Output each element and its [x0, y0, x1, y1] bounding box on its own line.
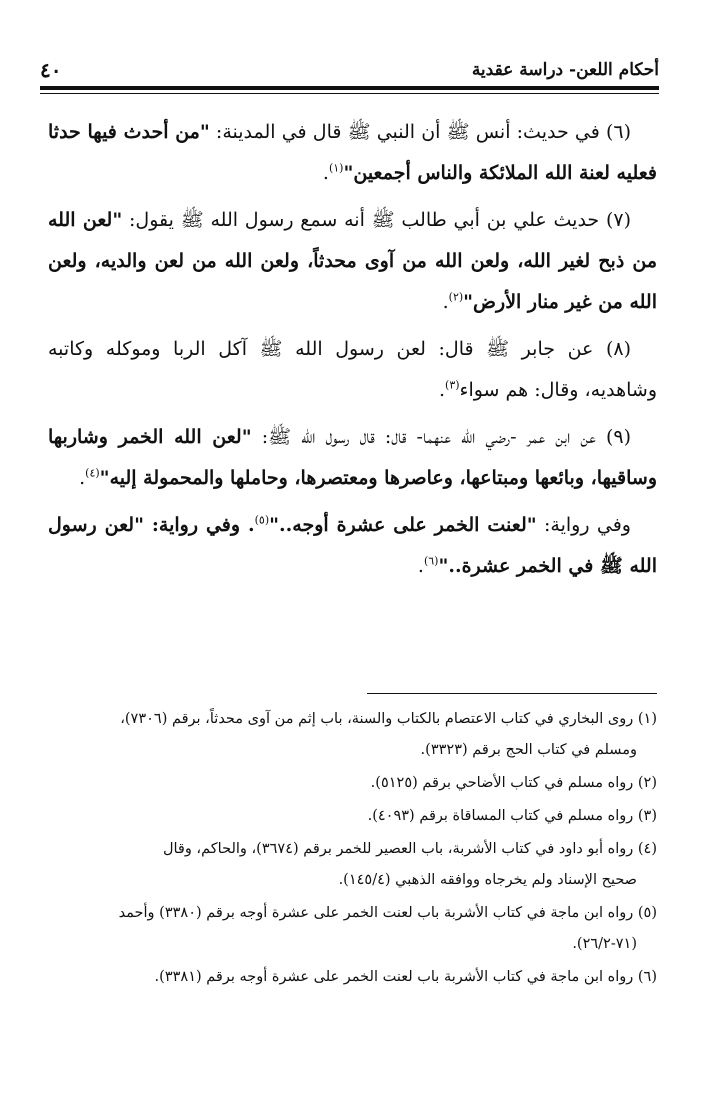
footnote-ref: (٤) [85, 466, 100, 480]
page-number: ٤٠ [40, 58, 62, 82]
paragraph-9 [48, 417, 657, 499]
footnote-5 [48, 898, 657, 960]
header-title: أحكام اللعن- دراسة عقدية [471, 60, 659, 80]
footnote-6 [48, 962, 657, 993]
paragraph-tail: . [442, 291, 449, 313]
hadith-quote: "لعن الله من ذبح لغير الله، ولعن الله من آوى محدثاً، ولعن الله من لعن والديه، ولعن الله من غير منار الأرض" [48, 209, 657, 313]
footnote-separator [367, 693, 657, 694]
main-text [48, 112, 657, 593]
footnote-ref: (٣) [445, 378, 460, 392]
paragraph-tail: . [417, 555, 424, 577]
footnote-1 [48, 704, 657, 766]
paragraph-tail: . [438, 379, 446, 401]
hadith-quote: "لعن الله الخمر وشاربها وساقيها، وبائعها ومبتاعها، وعاصرها ومعتصرها، وحاملها والمحمولة إليه" [48, 426, 657, 489]
footnote-3 [48, 801, 657, 832]
footnote-text: (٤) رواه أبو داود في كتاب الأشربة، باب العصير للخمر برقم (٣٦٧٤)، والحاكم، وقال [162, 841, 657, 857]
footnote-ref: (٢) [448, 290, 464, 304]
paragraph-narrations [48, 505, 657, 587]
hadith-quote: "من أحدث فيها حدثا فعليه لعنة الله الملائكة والناس أجمعين" [48, 121, 657, 184]
paragraph-lead: (٩) عن ابن عمر -رضي الله عنهما- قال: قال رسول الله ﷺ: [251, 426, 631, 448]
footnotes [48, 704, 657, 995]
footnote-4 [48, 834, 657, 896]
paragraph-lead: (٦) في حديث: أنس ﷺ أن النبي ﷺ قال في المدينة: [209, 121, 631, 143]
footnote-text: (٢) رواه مسلم في كتاب الأضاحي برقم (٥١٢٥). [370, 775, 657, 791]
running-header [40, 46, 659, 82]
paragraph-tail: . وفي رواية: "لعن رسول الله ﷺ في الخمر عشرة.." [48, 514, 657, 577]
paragraph-lead: (٨) عن جابر ﷺ قال: لعن رسول الله ﷺ آكل الربا وموكله وكاتبه وشاهديه، وقال: هم سواء [48, 338, 657, 401]
footnote-text: (٥) رواه ابن ماجة في كتاب الأشربة باب لعنت الخمر على عشرة أوجه برقم (٣٣٨٠) وأحمد [118, 905, 657, 921]
paragraph-7 [48, 200, 657, 323]
paragraph-lead: (٧) حديث علي بن أبي طالب ﷺ أنه سمع رسول الله ﷺ يقول: [122, 209, 632, 231]
footnote-2 [48, 768, 657, 799]
footnote-text-cont: (٧١-٢٦/٢). [572, 936, 637, 952]
footnote-text-cont: ومسلم في كتاب الحج برقم (٣٣٢٣). [420, 742, 637, 758]
paragraph-8 [48, 329, 657, 411]
footnote-ref: (٥) [254, 513, 270, 527]
footnote-text-cont: صحيح الإسناد ولم يخرجاه ووافقه الذهبي (١٤٥/٤). [338, 872, 637, 888]
paragraph-tail: . [79, 467, 86, 489]
paragraph-6 [48, 112, 657, 194]
header-rule-thin [40, 93, 659, 94]
footnote-text: (٦) رواه ابن ماجة في كتاب الأشربة باب لعنت الخمر على عشرة أوجه برقم (٣٣٨١). [154, 969, 657, 985]
paragraph-lead: وفي رواية: [536, 514, 631, 536]
footnote-text: (١) روى البخاري في كتاب الاعتصام بالكتاب والسنة، باب إثم من آوى محدثاً، برقم (٧٣٠٦)، [120, 711, 657, 727]
footnote-ref: (١) [328, 161, 344, 175]
hadith-quote: "لعنت الخمر على عشرة أوجه.." [269, 514, 537, 536]
paragraph-tail: . [322, 162, 329, 184]
footnote-text: (٣) رواه مسلم في كتاب المساقاة برقم (٤٠٩٣). [367, 808, 657, 824]
header-rule [40, 86, 659, 90]
footnote-ref: (٦) [423, 554, 439, 568]
